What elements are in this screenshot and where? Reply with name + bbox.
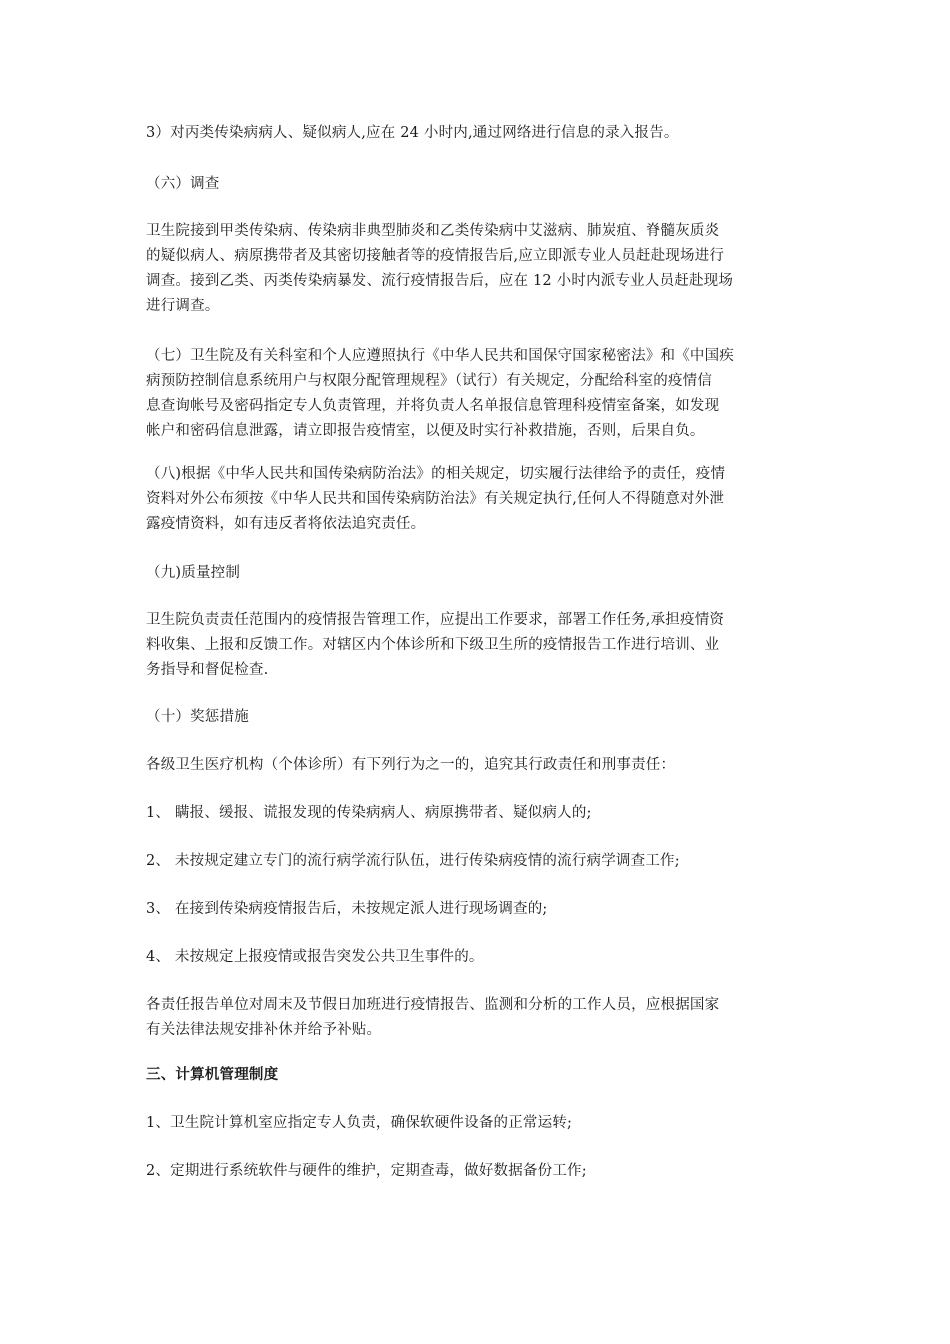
text-line: 各责任报告单位对周末及节假日加班进行疫情报告、监测和分析的工作人员，应根据国家 [146, 997, 720, 1013]
text-line: （六）调查 [146, 176, 220, 192]
text-line: 资料对外公布须按《中华人民共和国传染病防治法》有关规定执行,任何人不得随意对外泄 [146, 491, 725, 507]
list-item [146, 849, 810, 874]
text-line: 的疑似病人、病原携带者及其密切接触者等的疫情报告后,应立即派专业人员赶赴现场进行 [146, 248, 725, 264]
list-item [146, 945, 810, 970]
paragraph-compensation [146, 993, 810, 1043]
section-heading-investigation [146, 172, 810, 197]
text-line: 三、计算机管理制度 [146, 1067, 279, 1083]
text-line: 卫生院负责责任范围内的疫情报告管理工作，应提出工作要求，部署工作任务,承担疫情资 [146, 612, 725, 628]
paragraph-penalty-intro [146, 753, 810, 778]
text-line: 3、 在接到传染病疫情报告后，未按规定派人进行现场调查的; [146, 901, 548, 917]
text-line: 帐户和密码信息泄露，请立即报告疫情室，以便及时实行补救措施，否则，后果自负。 [146, 423, 705, 439]
section-heading-rewards-penalties [146, 705, 810, 730]
text-line: 卫生院接到甲类传染病、传染病非典型肺炎和乙类传染病中艾滋病、肺炭疽、脊髓灰质炎 [146, 223, 720, 239]
list-item [146, 1111, 810, 1136]
text-line: 2、 未按规定建立专门的流行病学流行队伍，进行传染病疫情的流行病学调查工作; [146, 853, 680, 869]
text-line: 4、 未按规定上报疫情或报告突发公共卫生事件的。 [146, 949, 484, 965]
section-heading-quality-control [146, 561, 810, 586]
paragraph-quality-control [146, 608, 810, 683]
text-line: （九)质量控制 [146, 565, 241, 581]
paragraph-confidentiality [146, 344, 810, 444]
text-line: 息查询帐号及密码指定专人负责管理，并将负责人名单报信息管理科疫情室备案，如发现 [146, 398, 720, 414]
list-item [146, 1159, 810, 1184]
text-line: （七）卫生院及有关科室和个人应遵照执行《中华人民共和国保守国家秘密法》和《中国疾 [146, 348, 734, 364]
section-heading-computer-management [146, 1063, 810, 1088]
list-item [146, 897, 810, 922]
text-line: 各级卫生医疗机构（个体诊所）有下列行为之一的，追究其行政责任和刑事责任： [146, 757, 676, 773]
paragraph-investigation [146, 219, 810, 319]
text-line: 料收集、上报和反馈工作。对辖区内个体诊所和下级卫生所的疫情报告工作进行培训、业 [146, 637, 720, 653]
list-item [146, 801, 810, 826]
paragraph-category-c-report [146, 121, 810, 146]
text-line: （八)根据《中华人民共和国传染病防治法》的相关规定，切实履行法律给予的责任，疫情 [146, 466, 726, 482]
text-line: （十）奖惩措施 [146, 709, 249, 725]
paragraph-legal-responsibility [146, 462, 810, 537]
text-line: 2、定期进行系统软件与硬件的维护，定期查毒，做好数据备份工作; [146, 1163, 587, 1179]
text-line: 1、卫生院计算机室应指定专人负责，确保软硬件设备的正常运转; [146, 1115, 573, 1131]
text-line: 务指导和督促检查. [146, 662, 269, 678]
text-line: 进行调查。 [146, 298, 220, 314]
text-line: 3）对丙类传染病病人、疑似病人,应在 24 小时内,通过网络进行信息的录入报告。 [146, 125, 679, 141]
text-line: 有关法律法规安排补休并给予补贴。 [146, 1022, 382, 1038]
text-line: 露疫情资料，如有违反者将依法追究责任。 [146, 516, 426, 532]
text-line: 1、 瞒报、缓报、谎报发现的传染病病人、病原携带者、疑似病人的; [146, 805, 592, 821]
text-line: 调查。接到乙类、丙类传染病暴发、流行疫情报告后，应在 12 小时内派专业人员赶赴现场 [146, 273, 734, 289]
text-line: 病预防控制信息系统用户与权限分配管理规程》（试行）有关规定，分配给科室的疫情信 [146, 373, 713, 389]
